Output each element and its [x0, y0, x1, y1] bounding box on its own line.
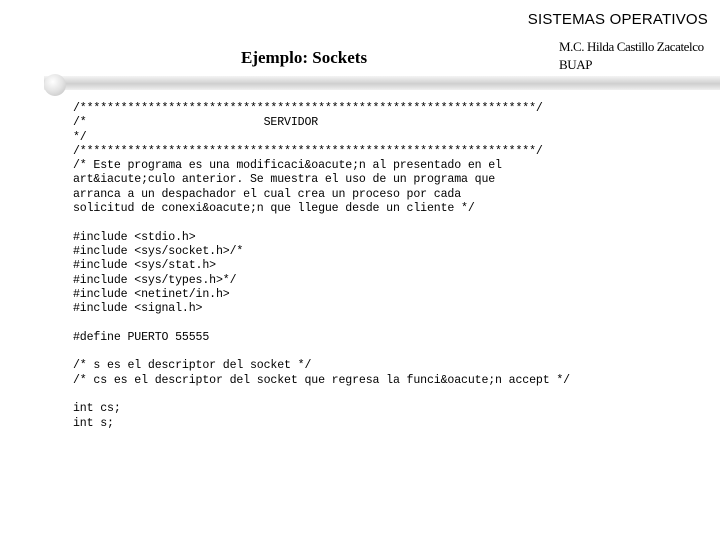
code-line: */ [73, 130, 87, 144]
code-line: #include <sys/types.h>*/ [73, 273, 237, 287]
slide-title: Ejemplo: Sockets [241, 48, 368, 67]
code-line: int cs; [73, 402, 121, 416]
author-institution: BUAP [559, 57, 593, 72]
code-line: solicitud de conexi&oacute;n que llegue desde un cliente */ [73, 202, 475, 216]
code-line: #include <sys/stat.h> [73, 259, 216, 273]
code-line [73, 216, 570, 230]
code-line: #include <sys/socket.h>/* [73, 244, 244, 258]
code-block [73, 102, 570, 431]
code-line: #include <netinet/in.h> [73, 287, 230, 301]
code-line: #include <stdio.h> [73, 230, 196, 244]
author-block [559, 38, 704, 74]
code-line: /* s es el descriptor del socket */ [73, 359, 312, 373]
code-line [73, 388, 570, 402]
header-rule-cap [44, 74, 66, 96]
code-line: /* cs es el descriptor del socket que regresa la funci&oacute;n accept */ [73, 373, 570, 387]
code-line: /* Este programa es una modificaci&oacute;n al presentado en el [73, 159, 502, 173]
code-line: /*******************************************************************/ [73, 102, 543, 115]
course-title: SISTEMAS OPERATIVOS [527, 11, 708, 28]
code-line: #include <signal.h> [73, 302, 203, 316]
code-line [73, 345, 570, 359]
code-line: int s; [73, 416, 114, 430]
author-name: M.C. Hilda Castillo Zacatelco [559, 39, 704, 54]
code-line [73, 316, 570, 330]
code-line: /* SERVIDOR [73, 116, 319, 130]
code-line: art&iacute;culo anterior. Se muestra el uso de un programa que [73, 173, 496, 187]
code-line: #define PUERTO 55555 [73, 330, 210, 344]
code-line: arranca a un despachador el cual crea un proceso por cada [73, 187, 462, 201]
code-line: /*******************************************************************/ [73, 144, 543, 158]
header-rule [44, 76, 720, 90]
